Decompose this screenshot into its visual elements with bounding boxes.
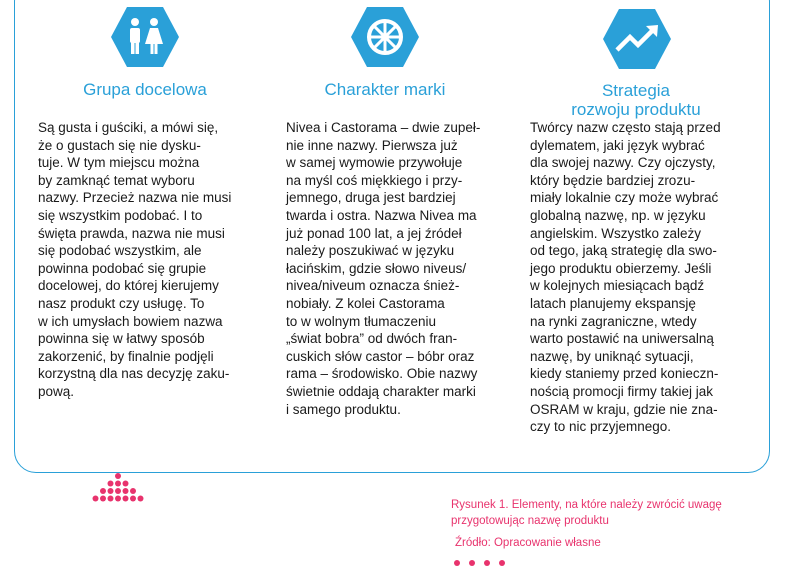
- decor-dot: [115, 496, 121, 502]
- text-line: nie inne nazwy. Pierwsza już: [286, 137, 458, 153]
- text-line: zakorzenić, by finalnie podjęli: [38, 348, 214, 364]
- text-line: OSRAM w kraju, gdzie nie zna-: [530, 401, 718, 417]
- text-line: nazwy. Przecież nazwa nie musi: [38, 190, 232, 206]
- text-line: nobiały. Z kolei Castorama: [286, 295, 445, 311]
- text-line: nivea/niveum oznacza śnież-: [286, 278, 460, 294]
- text-line: już ponad 100 lat, a jej źródeł: [286, 225, 462, 241]
- decor-dot: [100, 496, 106, 502]
- decor-dot: [130, 488, 136, 494]
- text-line: jego produktu obierzemy. Jeśli: [530, 260, 712, 276]
- text-line: dla swojej nazwy. Czy ojczysty,: [530, 155, 716, 171]
- text-line: angielskim. Wszystko zależy: [530, 225, 702, 241]
- heading-brand-character: Charakter marki: [324, 80, 446, 99]
- decor-dot: [123, 481, 129, 487]
- text-target-group: [38, 119, 231, 401]
- decor-dot: [100, 488, 106, 494]
- text-line: należy poszukiwać w języku: [286, 243, 455, 259]
- decor-dot: [123, 496, 129, 502]
- text-brand-character: [286, 119, 480, 418]
- decor-dot: [123, 488, 129, 494]
- text-line: w ich umysłach bowiem nazwa: [38, 313, 223, 329]
- text-line: że o gustach się nie dysku-: [38, 137, 201, 153]
- text-line: to w wolnym tłumaczeniu: [286, 313, 437, 329]
- text-line: „świat bobra” od dwóch fran-: [286, 331, 458, 347]
- decor-dot: [115, 488, 121, 494]
- text-line: się wszystkim podobać. I to: [38, 207, 203, 223]
- text-line: na rynki zagraniczne, wtedy: [530, 313, 697, 329]
- text-line: Nivea i Castorama – dwie zupeł-: [286, 120, 481, 135]
- heading-target-group: Grupa docelowa: [83, 80, 207, 99]
- text-line: nazwę, by uniknąć sytuacji,: [530, 348, 694, 364]
- text-line: łacińskim, gdzie słowo niveus/: [286, 260, 467, 276]
- text-line: w kolejnych miesiącach bądź: [530, 278, 705, 294]
- decor-dot: [130, 496, 136, 502]
- decor-dot: [108, 496, 114, 502]
- text-line: nasz produkt czy usługę. To: [38, 295, 205, 311]
- text-line: globalną nazwę, np. w języku: [530, 207, 706, 223]
- text-line: czy to nic przyjemnego.: [530, 419, 672, 435]
- text-line: miały lokalnie czy może wybrać: [530, 190, 719, 206]
- decor-dot: [138, 496, 144, 502]
- decor-dot: [108, 488, 114, 494]
- text-line: Są gusta i guściki, a mówi się,: [38, 120, 219, 135]
- text-line: na myśl coś miękkiego i przy-: [286, 172, 463, 188]
- text-line: nością promocji firmy takiej jak: [530, 383, 714, 399]
- dot-triangle-decoration: [86, 472, 150, 508]
- text-line: w samej wymowie przywołuje: [286, 155, 463, 171]
- text-line: rama – środowisko. Obie nazwy: [286, 366, 478, 382]
- decor-dot: [108, 481, 114, 487]
- text-line: powinna podobać się grupie: [38, 260, 207, 276]
- text-line: jemnego, druga jest bardziej: [286, 190, 456, 206]
- text-line: pową.: [38, 383, 75, 399]
- text-line: latach planujemy ekspansję: [530, 295, 696, 311]
- text-line: by zamknąć temat wyboru: [38, 172, 195, 188]
- text-line: święta prawda, nazwa nie musi: [38, 225, 225, 241]
- text-line: świetnie oddają charakter marki: [286, 383, 476, 399]
- wheel-icon: [350, 6, 420, 68]
- trend-up-icon: [602, 8, 672, 70]
- text-line: docelowej, do której kierujemy: [38, 278, 219, 294]
- decor-dot: [93, 496, 99, 502]
- heading-product-strategy: Strategia rozwoju produktu: [571, 81, 701, 119]
- text-product-strategy: [530, 119, 721, 436]
- people-icon: [110, 6, 180, 68]
- text-line: który będzie bardziej zrozu-: [530, 172, 696, 188]
- dot-row-decoration: [452, 558, 512, 568]
- text-line: kiedy staniemy przed konieczn-: [530, 366, 719, 382]
- text-line: się podobać wszystkim, ale: [38, 243, 202, 259]
- text-line: i samego produktu.: [286, 401, 401, 417]
- text-line: korzystną dla nas decyzję zaku-: [38, 366, 230, 382]
- figure-source: Źródło: Opracowanie własne: [455, 537, 601, 549]
- text-line: cuskich słów castor – bóbr oraz: [286, 348, 475, 364]
- text-line: dylematem, jaki język wybrać: [530, 137, 705, 153]
- text-line: powinna się w łatwy sposób: [38, 331, 205, 347]
- decor-dot: [115, 481, 121, 487]
- text-line: warto postawić na uniwersalną: [530, 331, 714, 347]
- text-line: tuje. W tym miejscu można: [38, 155, 200, 171]
- decor-dot: [115, 473, 121, 479]
- text-line: od tego, jaką strategię dla swo-: [530, 243, 717, 259]
- text-line: Twórcy nazw często stają przed: [530, 120, 721, 135]
- figure-caption: Rysunek 1. Elementy, na które należy zwrócić uwagę przygotowując nazwę produktu: [451, 499, 722, 527]
- text-line: twarda i ostra. Nazwa Nivea ma: [286, 207, 477, 223]
